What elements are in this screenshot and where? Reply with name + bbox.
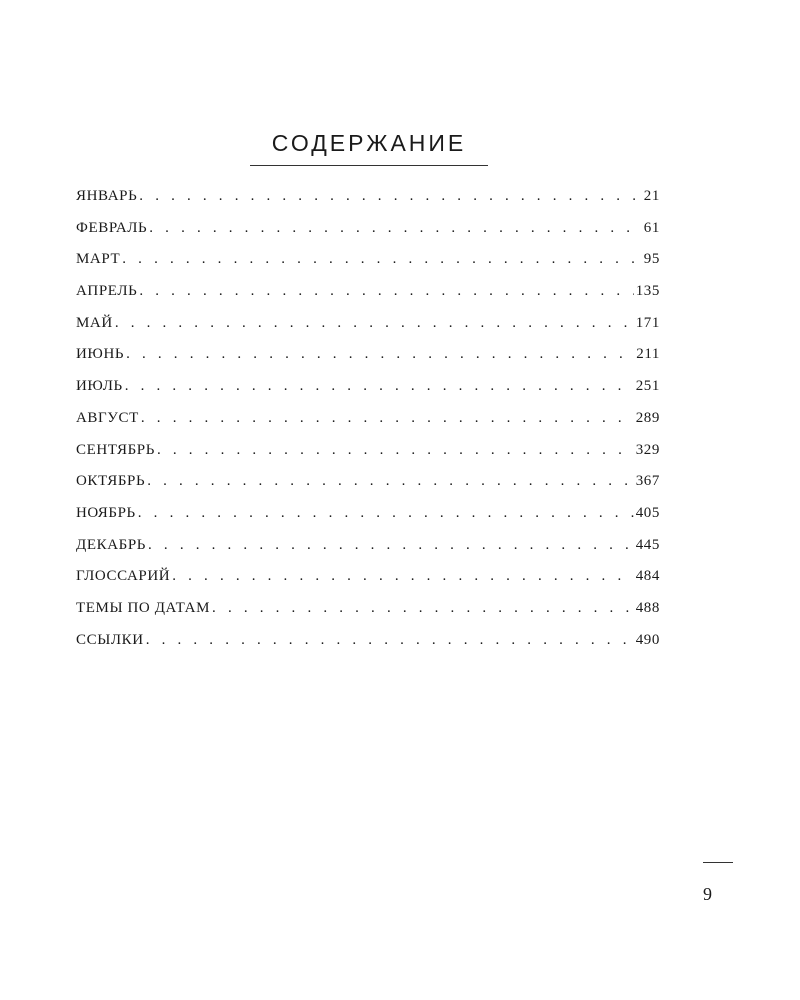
dot-leader bbox=[139, 188, 642, 205]
toc-entry-label: ИЮЛЬ bbox=[76, 378, 123, 395]
dot-leader bbox=[125, 378, 634, 395]
dot-leader bbox=[212, 600, 634, 617]
toc-entry-june[interactable] bbox=[76, 346, 660, 378]
dot-leader bbox=[172, 568, 633, 585]
toc-entry-label: ЯНВАРЬ bbox=[76, 188, 138, 204]
toc-entry-page: 61 bbox=[643, 219, 660, 236]
toc-entry-december[interactable] bbox=[76, 537, 660, 569]
toc-entry-may[interactable] bbox=[76, 315, 660, 347]
toc-entry-page: 445 bbox=[635, 536, 660, 553]
toc-entry-august[interactable] bbox=[76, 410, 660, 442]
dot-leader bbox=[126, 346, 634, 363]
toc-entry-label: СЕНТЯБРЬ bbox=[76, 441, 155, 458]
toc-entry-label: ИЮНЬ bbox=[76, 346, 125, 363]
dot-leader bbox=[148, 537, 634, 554]
toc-entry-page: 171 bbox=[635, 314, 660, 331]
toc-entry-page: 490 bbox=[635, 631, 660, 648]
toc-entry-september[interactable] bbox=[76, 442, 660, 474]
title-underline bbox=[250, 165, 488, 166]
dot-leader bbox=[147, 473, 633, 490]
dot-leader bbox=[122, 251, 642, 268]
toc-entry-label: ДЕКАБРЬ bbox=[76, 536, 147, 553]
toc-entry-february[interactable] bbox=[76, 220, 660, 252]
toc-entry-january[interactable] bbox=[76, 188, 660, 220]
toc-entry-references[interactable] bbox=[76, 632, 660, 664]
toc-entry-page: 135 bbox=[635, 283, 660, 300]
toc-entry-march[interactable] bbox=[76, 251, 660, 283]
toc-entry-page: 484 bbox=[635, 568, 660, 585]
toc-entry-page: 329 bbox=[635, 441, 660, 458]
toc-entry-page: 405 bbox=[635, 504, 660, 521]
dot-leader bbox=[138, 505, 634, 522]
dot-leader bbox=[146, 632, 634, 649]
toc-entry-page: 95 bbox=[643, 251, 660, 268]
contents-heading bbox=[250, 128, 488, 166]
toc-entry-label: ОКТЯБРЬ bbox=[76, 473, 146, 490]
page-title: СОДЕРЖАНИЕ bbox=[271, 130, 467, 156]
toc-entry-july[interactable] bbox=[76, 378, 660, 410]
dot-leader bbox=[115, 315, 634, 332]
dot-leader bbox=[157, 442, 634, 459]
page-number: 9 bbox=[703, 884, 712, 904]
toc-entry-page: 211 bbox=[636, 346, 660, 363]
dot-leader bbox=[139, 283, 633, 300]
toc-entry-glossary[interactable] bbox=[76, 568, 660, 600]
toc-entry-label: АПРЕЛЬ bbox=[76, 283, 138, 300]
toc-entry-label: МАЙ bbox=[76, 314, 113, 331]
toc-entry-label: ТЕМЫ ПО ДАТАМ bbox=[76, 599, 211, 616]
toc-entry-page: 251 bbox=[635, 378, 660, 395]
toc-entry-topics-by-date[interactable] bbox=[76, 600, 660, 632]
toc-entry-october[interactable] bbox=[76, 473, 660, 505]
toc-entry-label: ФЕВРАЛЬ bbox=[76, 219, 148, 236]
toc-entry-label: ГЛОССАРИЙ bbox=[76, 568, 171, 585]
toc-entry-label: АВГУСТ bbox=[76, 409, 139, 426]
dot-leader bbox=[149, 220, 642, 237]
toc-entry-april[interactable] bbox=[76, 283, 660, 315]
toc-entry-november[interactable] bbox=[76, 505, 660, 537]
toc-entry-label: НОЯБРЬ bbox=[76, 504, 136, 521]
toc-entry-page: 21 bbox=[643, 188, 660, 204]
toc-entry-label: МАРТ bbox=[76, 251, 121, 268]
table-of-contents bbox=[76, 188, 660, 663]
dot-leader bbox=[141, 410, 634, 427]
toc-entry-page: 289 bbox=[635, 409, 660, 426]
page-number-rule bbox=[703, 862, 733, 863]
toc-entry-page: 488 bbox=[635, 599, 660, 616]
toc-entry-page: 367 bbox=[635, 473, 660, 490]
toc-entry-label: ССЫЛКИ bbox=[76, 631, 144, 648]
